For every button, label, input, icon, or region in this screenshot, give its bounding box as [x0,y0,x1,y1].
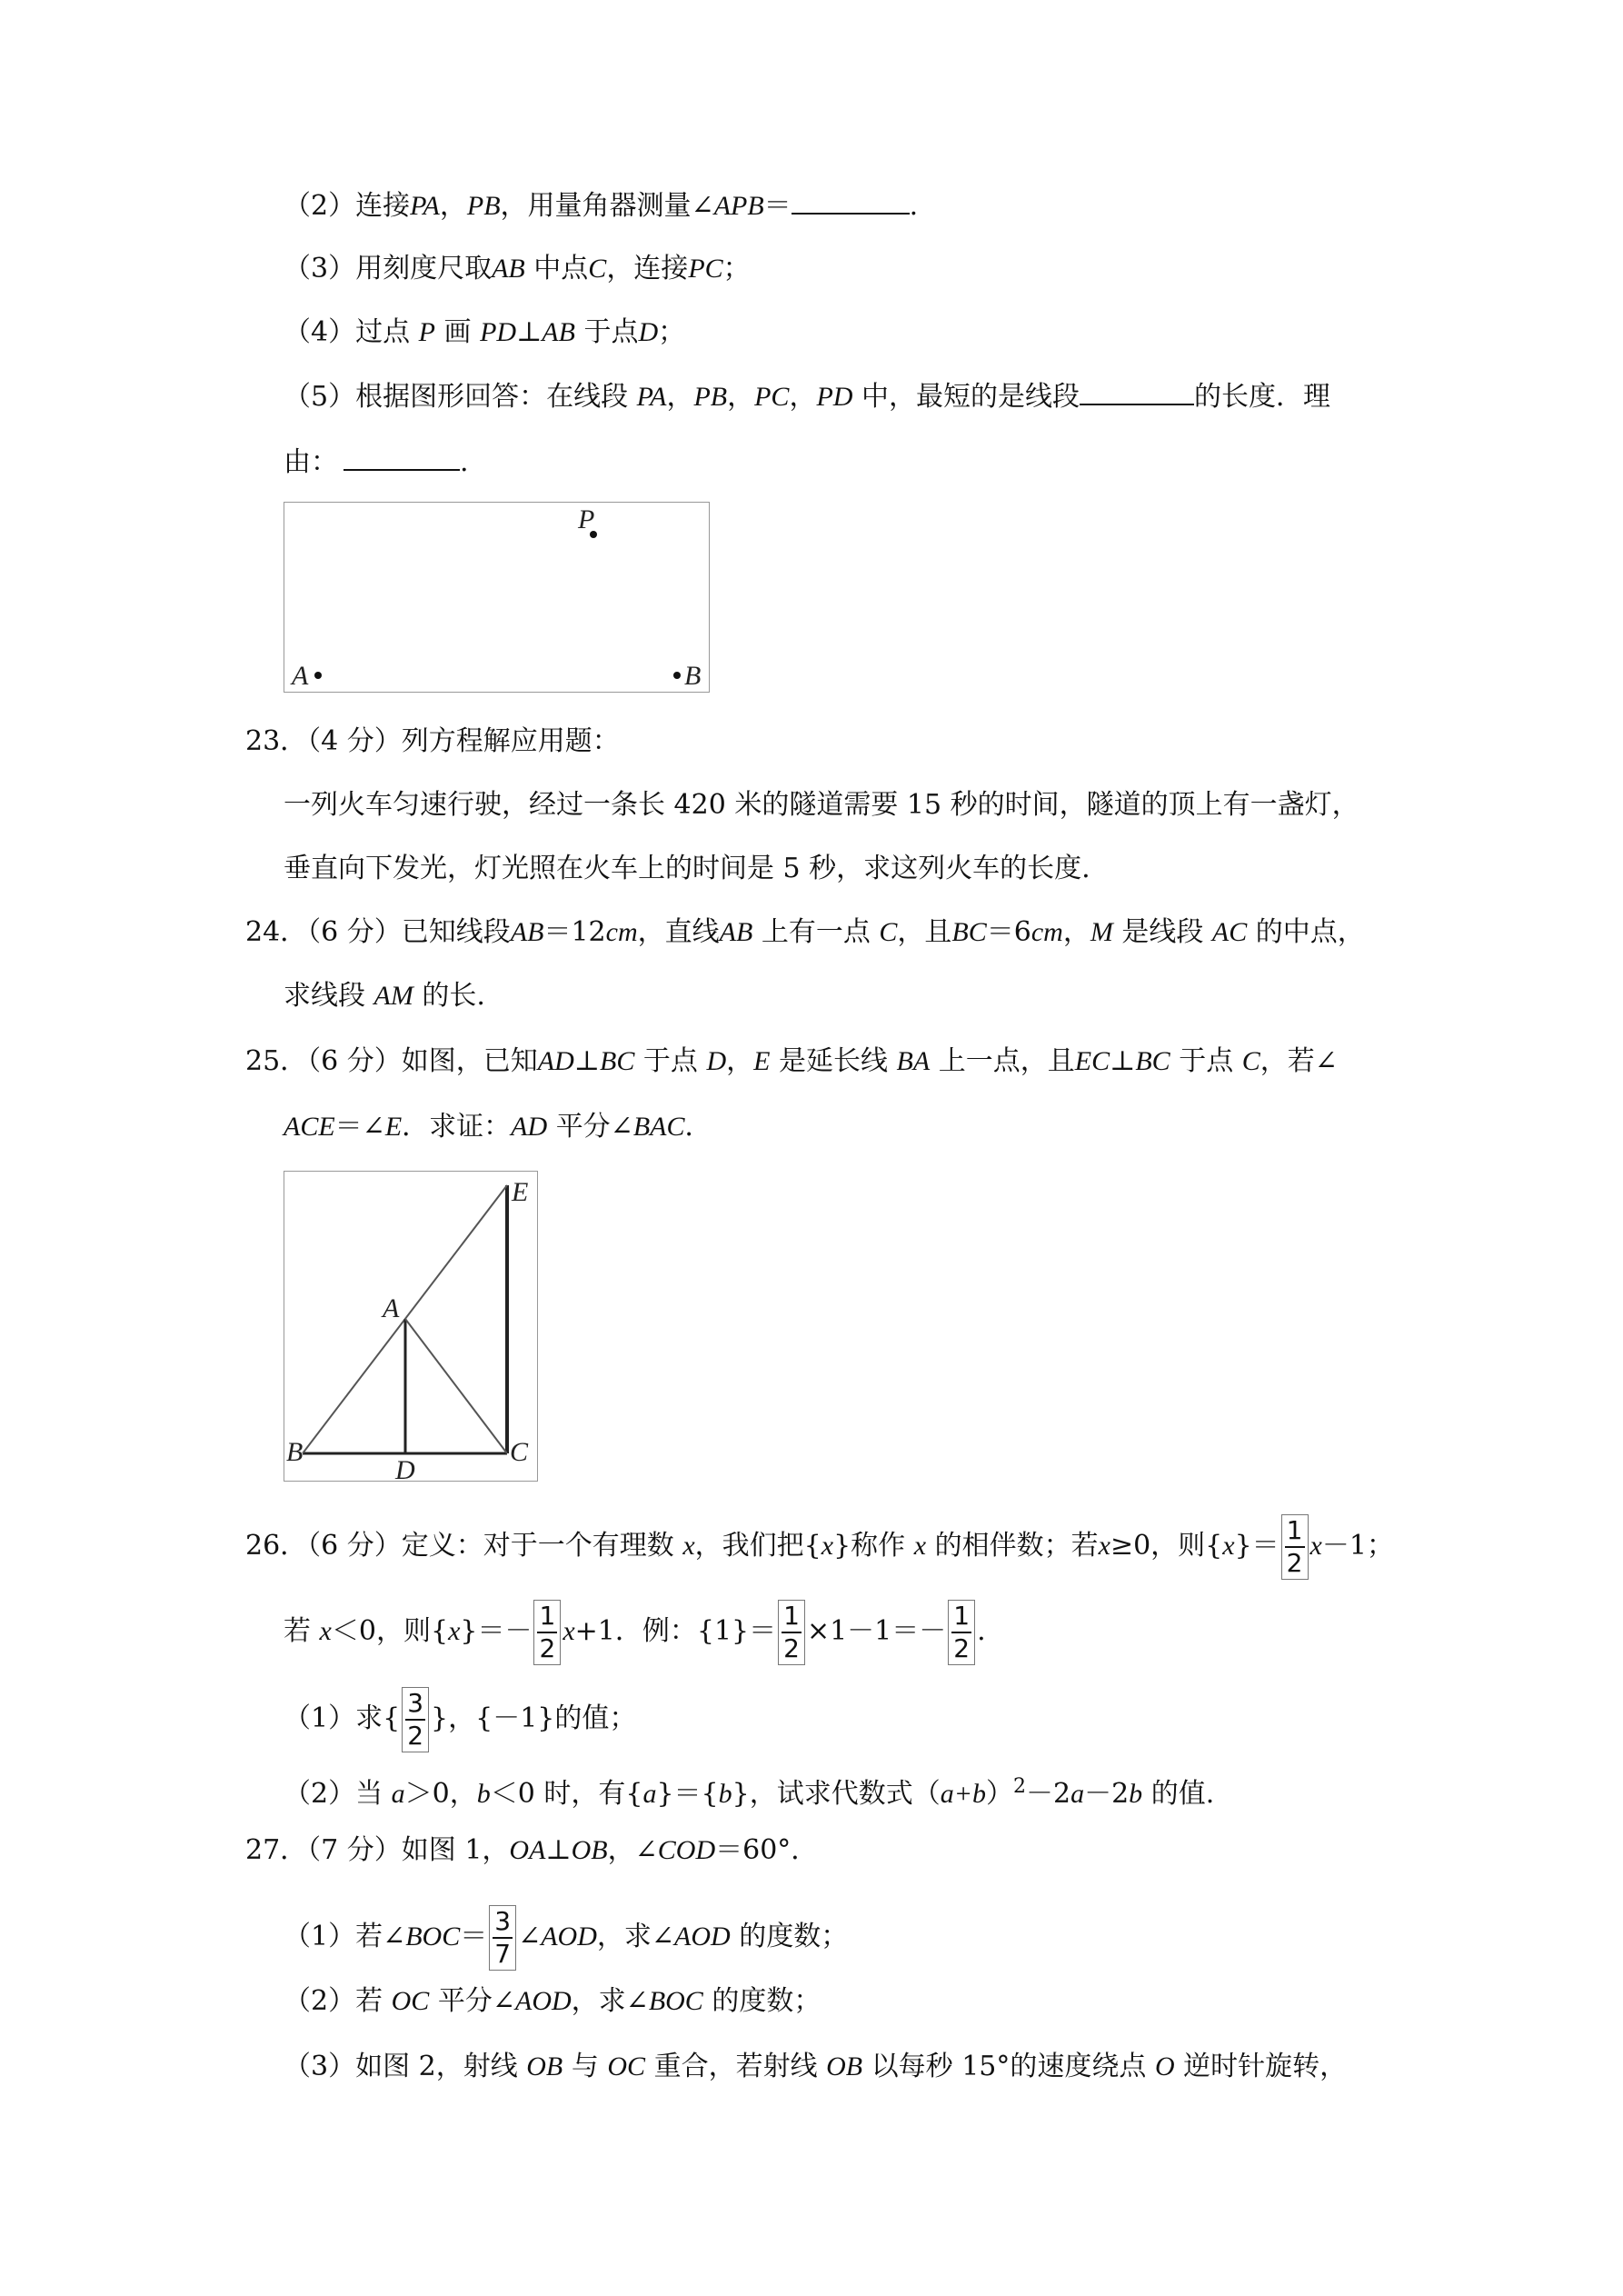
fraction-1-2: $\frac{1}{2}$ [948,1600,975,1665]
q24-line2: 求线段 AM 的长. [284,980,485,1012]
q26-sub2: （2）当 a＞0，b＜0 时，有{a}＝{b}，试求代数式$(a+b)^2-2a-2b$ 的值. [284,1775,1215,1810]
q27-sub3: （3）如图 2，射线 OB 与 OC 重合，若射线 OB 以每秒 15°的速度绕点 O 逆时针旋转， [284,2051,1348,2082]
figure-q25 [284,1171,538,1482]
point-a [314,672,322,679]
fraction-3-7: $\frac{3}{7}$ [489,1905,516,1971]
label-b: B [684,661,702,691]
label-b: B [286,1437,304,1467]
fraction-3-2: $\frac{3}{2}$ [402,1687,429,1752]
figure-q25-svg [284,1172,537,1481]
figure-q22 [284,502,710,693]
q27-sub1: （1）若∠BOC＝ $\frac{3}{7}$ ∠AOD，求∠AOD 的度数； [284,1906,849,1969]
q25-line2: ACE＝∠E．求证：AD 平分∠BAC． [284,1111,712,1143]
q23-line1: 一列火车匀速行驶，经过一条长 420 米的隧道需要 15 秒的时间，隧道的顶上有一盏灯， [284,789,1359,821]
q24-line1: 24．（6 分）已知线段AB＝12cm，直线AB 上有一点 C，且BC＝6cm，M 是线段 AC 的中点， [245,916,1365,948]
q27-sub2: （2）若 OC 平分∠AOD，求∠BOC 的度数； [284,1985,821,2017]
q26-line2: 若 x＜0，则{x}＝－ $\frac{1}{2}$ x+1．例：{1}＝ $\frac{1}{2}$ ×1－1＝－ $\frac{1}{2}$ . [284,1601,986,1663]
figure-q22-svg [284,503,709,692]
q23-line2: 垂直向下发光，灯光照在火车上的时间是 5 秒，求这列火车的长度. [284,853,1090,884]
q22-part5-reason: 由： . [284,444,469,481]
segment-ac [405,1319,507,1453]
answer-blank-apb[interactable] [792,187,910,215]
label-c: C [510,1437,529,1467]
q26-sub1: （1）求{ $\frac{3}{2}$ }，{－1}的值； [284,1688,637,1751]
q22-part2: （2）连接PA，PB，用量角器测量∠APB＝ . [284,187,918,225]
label-p: P [578,504,595,534]
answer-blank-reason[interactable] [344,444,460,471]
q22-part3: （3）用刻度尺取AB 中点C，连接PC； [284,253,751,285]
q22-part4: （4）过点 P 画 PD⊥AB 于点D； [284,316,686,348]
fraction-1-2: $\frac{1}{2}$ [533,1600,561,1665]
fraction-1-2: $\frac{1}{2}$ [1281,1514,1309,1580]
q25-line1: 25．（6 分）如图，已知AD⊥BC 于点 D，E 是延长线 BA 上一点，且EC⊥BC 于点 C，若∠ [245,1045,1338,1077]
answer-blank-shortest[interactable] [1080,378,1194,405]
label-e: E [512,1177,529,1207]
label-a: A [383,1293,400,1323]
label-d: D [395,1455,415,1481]
q27-line1: 27．（7 分）如图 1，OA⊥OB，∠COD＝60°． [245,1834,819,1866]
label-a: A [292,661,309,691]
point-b [673,672,681,679]
fraction-1-2: $\frac{1}{2}$ [778,1600,805,1665]
q23-header: 23．（4 分）列方程解应用题： [245,725,620,757]
q22-part5: （5）根据图形回答：在线段 PA，PB，PC，PD 中，最短的是线段 的长度．理 [284,378,1330,415]
q26-line1: 26．（6 分）定义：对于一个有理数 x，我们把{x}称作 x 的相伴数；若x≥0，则{x}＝ $\frac{1}{2}$ x－1； [245,1515,1394,1578]
